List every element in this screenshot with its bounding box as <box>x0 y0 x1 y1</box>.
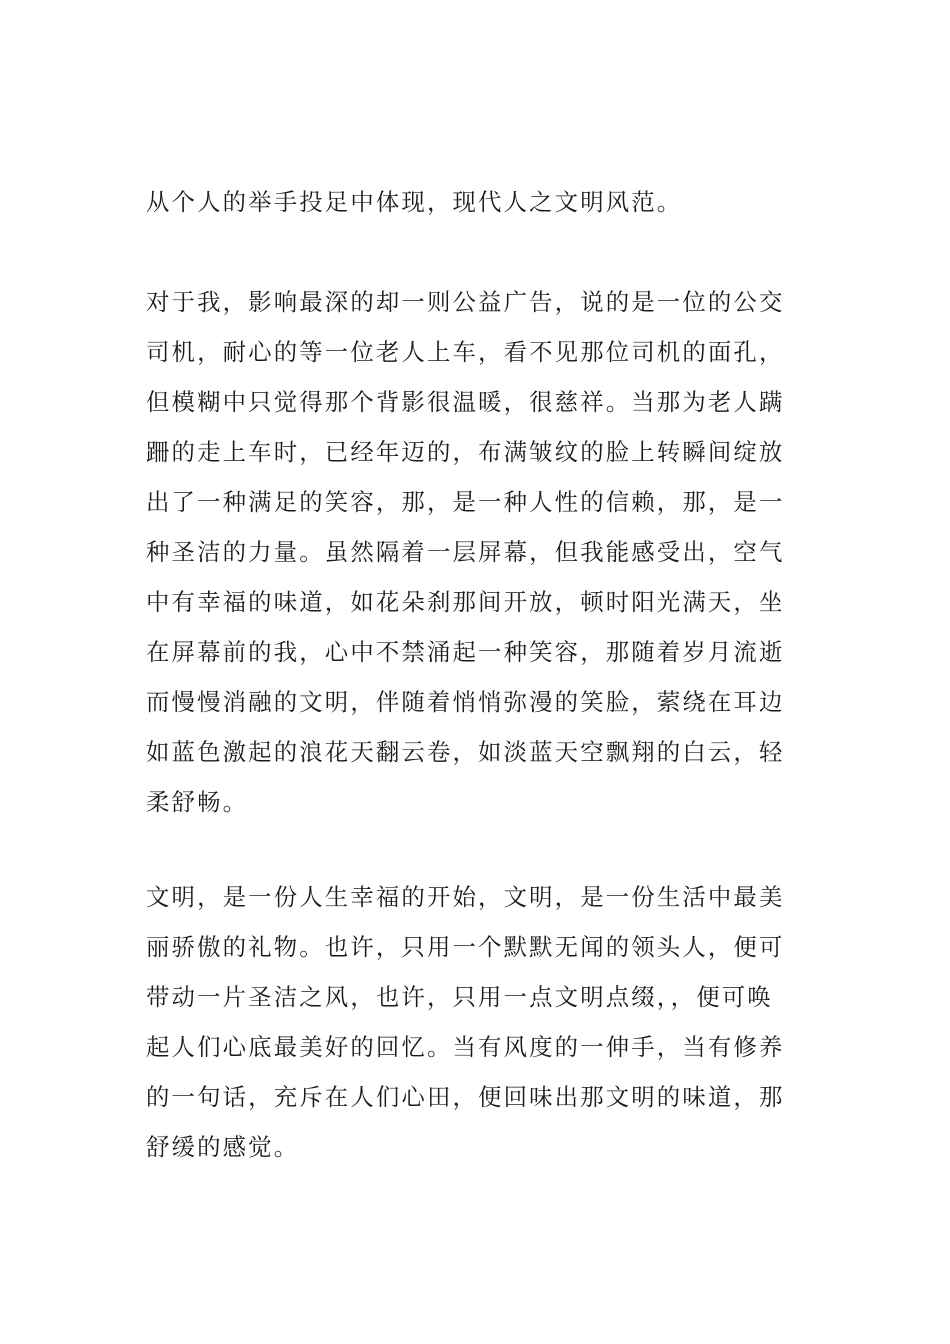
paragraph-line: 文明，是一份人生幸福的开始，文明，是一份生活中最美 <box>146 883 785 911</box>
paragraph-line: 带动一片圣洁之风，也许，只用一点文明点缀，，便可唤 <box>146 983 773 1011</box>
paragraph-1 <box>146 177 811 227</box>
paragraph-line: 出了一种满足的笑容，那，是一种人性的信赖，那，是一 <box>146 488 785 516</box>
paragraph-2 <box>146 277 811 827</box>
paragraph-line: 司机，耐心的等一位老人上车，看不见那位司机的面孔， <box>146 338 785 366</box>
paragraph-line: 舒缓的感觉。 <box>146 1133 300 1161</box>
paragraph-line: 的一句话，充斥在人们心田，便回味出那文明的味道，那 <box>146 1083 785 1111</box>
paragraph-line: 跚的走上车时，已经年迈的，布满皱纹的脸上转瞬间绽放 <box>146 438 785 466</box>
paragraph-line: 但模糊中只觉得那个背影很温暖，很慈祥。当那为老人蹒 <box>146 388 785 416</box>
paragraph-3 <box>146 872 811 1172</box>
paragraph-line: 种圣洁的力量。虽然隔着一层屏幕，但我能感受出，空气 <box>146 538 785 566</box>
paragraph-line: 如蓝色激起的浪花天翻云卷，如淡蓝天空飘翔的白云，轻 <box>146 738 785 766</box>
paragraph-line: 从个人的举手投足中体现，现代人之文明风范。 <box>146 188 683 216</box>
paragraph-line: 柔舒畅。 <box>146 788 249 816</box>
paragraph-line: 对于我，影响最深的却一则公益广告，说的是一位的公交 <box>146 288 785 316</box>
paragraph-line: 丽骄傲的礼物。也许，只用一个默默无闻的领头人，便可 <box>146 933 785 961</box>
paragraph-line: 在屏幕前的我，心中不禁涌起一种笑容，那随着岁月流逝 <box>146 638 785 666</box>
paragraph-line: 而慢慢消融的文明，伴随着悄悄弥漫的笑脸，萦绕在耳边 <box>146 688 785 716</box>
paragraph-line: 中有幸福的味道，如花朵刹那间开放，顿时阳光满天，坐 <box>146 588 785 616</box>
paragraph-line: 起人们心底最美好的回忆。当有风度的一伸手，当有修养 <box>146 1033 785 1061</box>
